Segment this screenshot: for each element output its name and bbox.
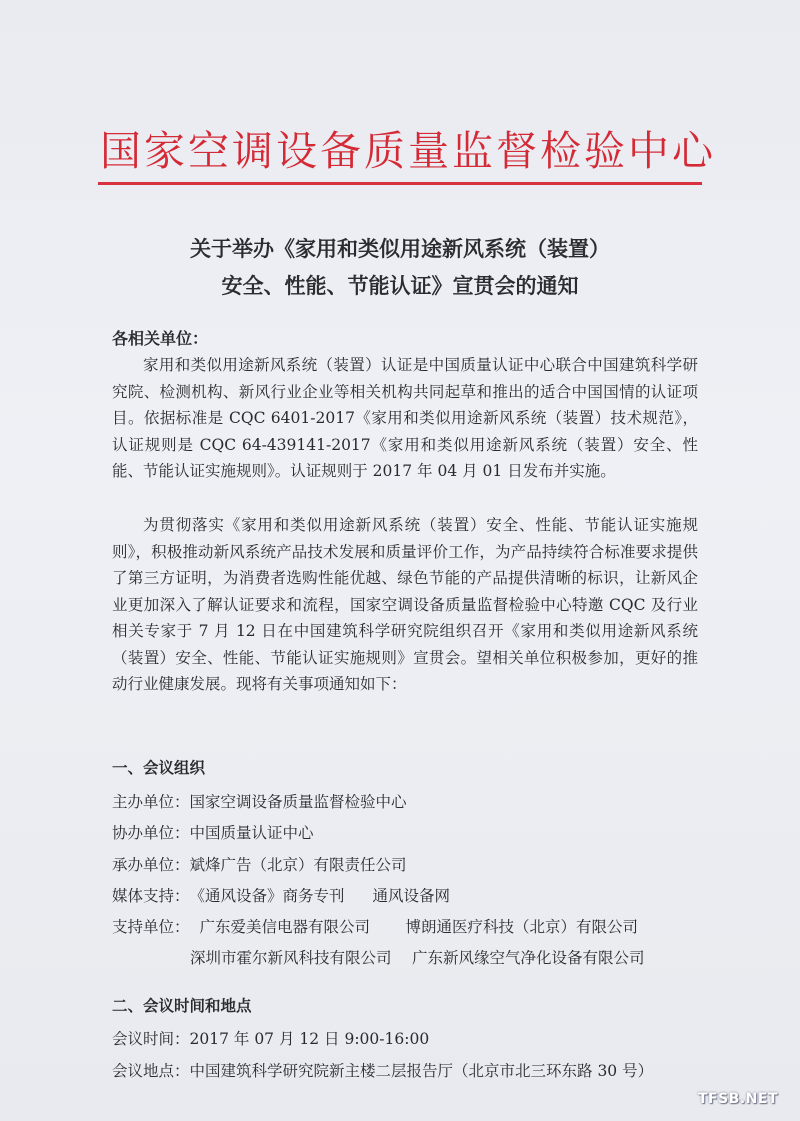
co-organizer-value: 中国质量认证中心 <box>189 824 314 842</box>
support-value-1: 广东爱美信电器有限公司 <box>199 918 371 936</box>
section2-heading: 二、会议时间和地点 <box>112 997 252 1015</box>
co-organizer-label: 协办单位： <box>112 824 190 842</box>
support-label: 支持单位： <box>112 918 190 936</box>
section1-heading: 一、会议组织 <box>112 759 206 777</box>
header-red-rule <box>98 182 702 185</box>
organizer-row <box>112 853 407 875</box>
host-label: 主办单位： <box>112 793 190 811</box>
meeting-time-row <box>112 1027 429 1049</box>
meeting-place-row <box>112 1059 653 1081</box>
organization-header: 国家空调设备质量监督检验中心 <box>100 127 716 175</box>
notice-title-line2: 安全、性能、节能认证》宣贯会的通知 <box>221 273 579 298</box>
media-label: 媒体支持： <box>112 887 190 905</box>
meeting-time-label: 会议时间： <box>112 1030 190 1048</box>
meeting-time-value: 2017 年 07 月 12 日 9:00-16:00 <box>189 1030 430 1048</box>
media-row <box>112 884 450 906</box>
organizer-label: 承办单位： <box>112 856 190 874</box>
support-row-2 <box>190 946 645 968</box>
media-value-2: 通风设备网 <box>372 887 451 905</box>
paragraph-purpose: 为贯彻落实《家用和类似用途新风系统（装置）安全、性能、节能认证实施规则》，积极推动新风系统产品技术发展和质量评价工作，为产品持续符合标准要求提供了第三方证明，为消费者选购性能优越、绿色节能的产品提供清晰的标识，让新风企业更加深入了解认证要求和流程，国家空调设备质量监督检验中心特邀 CQC 及行业相关专家于 7 月 12 日在中国建筑科学研究院组织召开《家用和类似用途新风系统（装置）安全、性能、节能认证实施规则》宣贯会。望相关单位积极参加，更好的推动行业健康发展。现将有关事项通知如下： <box>112 516 698 693</box>
meeting-place-value: 中国建筑科学研究院新主楼二层报告厅（北京市北三环东路 30 号） <box>189 1062 654 1080</box>
support-row-1 <box>112 915 638 937</box>
host-row <box>112 790 407 812</box>
media-value-1: 《通风设备》商务专刊 <box>189 887 345 905</box>
site-watermark: TFSB.NET <box>697 1091 778 1107</box>
salutation: 各相关单位： <box>112 329 209 348</box>
organizer-value: 斌烽广告（北京）有限责任公司 <box>189 856 407 874</box>
meeting-place-label: 会议地点： <box>112 1062 190 1080</box>
paragraph-intro: 家用和类似用途新风系统（装置）认证是中国质量认证中心联合中国建筑科学研究院、检测机构、新风行业企业等相关机构共同起草和推出的适合中国国情的认证项目。依据标准是 CQC 6401-2017《家用和类似用途新风系统（装置）技术规范》，认证规则是 CQC 64-439141-2017《家用和类似用途新风系统（装置）安全、性能、节能认证实施规则》。认证规则于 2017 年 04 月 01 日发布并实施。 <box>112 356 698 480</box>
support-value-3: 深圳市霍尔新风科技有限公司 <box>190 949 392 967</box>
support-value-2: 博朗通医疗科技（北京）有限公司 <box>405 918 639 936</box>
notice-title-line1: 关于举办《家用和类似用途新风系统（装置） <box>190 236 610 261</box>
support-value-4: 广东新风缘空气净化设备有限公司 <box>412 949 645 967</box>
host-value: 国家空调设备质量监督检验中心 <box>189 793 407 811</box>
co-organizer-row <box>112 821 314 843</box>
